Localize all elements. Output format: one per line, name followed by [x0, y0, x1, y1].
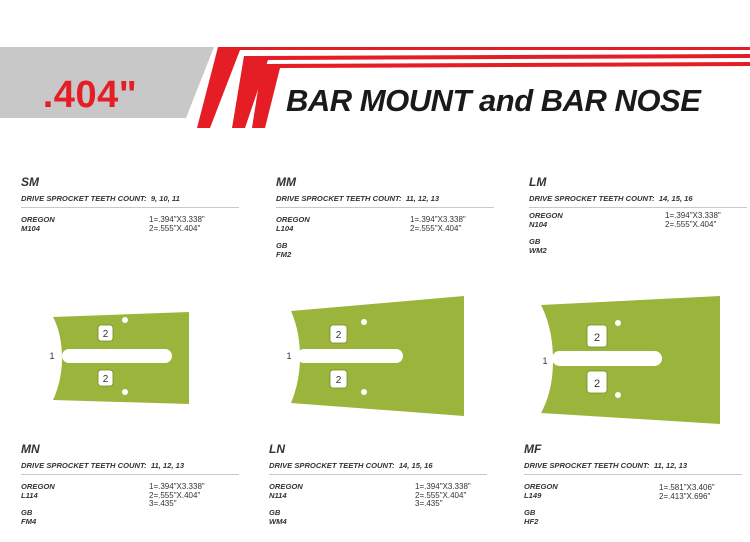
spec-block-ln: [269, 442, 487, 526]
model-number: L104: [276, 224, 294, 233]
sprocket-count: DRIVE SPROCKET TEETH COUNT: 11, 12, 13: [21, 461, 239, 475]
bar-hole-label: 2: [593, 378, 601, 390]
bar-drawing-mm: [286, 296, 464, 416]
bar-drawing-sm: [49, 312, 189, 404]
chain-pitch-label: .404": [42, 74, 138, 116]
sprocket-count: DRIVE SPROCKET TEETH COUNT: 9, 10, 11: [21, 194, 239, 208]
brand-name: OREGON: [524, 482, 558, 491]
spec-block-mf: [524, 442, 742, 526]
page-title: BAR MOUNT and BAR NOSE: [286, 83, 701, 118]
brand-name: GB: [529, 237, 541, 246]
model-number: HF2: [524, 517, 539, 526]
mount-specs: 1=.394"X3.338" 2=.555"X.404" 3=.435": [415, 482, 471, 508]
model-number: FM4: [21, 517, 37, 526]
brand-name: OREGON: [529, 211, 563, 220]
bar-hole-label: 2: [102, 329, 109, 340]
model-number: N114: [269, 491, 287, 500]
brand-name: GB: [276, 241, 288, 250]
brand-name: OREGON: [21, 482, 55, 491]
model-number: FM2: [276, 250, 292, 259]
model-number: L114: [21, 491, 38, 500]
mount-code: LN: [269, 442, 285, 456]
bar-slot-label: 1: [286, 351, 292, 361]
bar-slot-label: 1: [542, 356, 548, 366]
bar-hole-label: 2: [335, 330, 342, 341]
bar-hole-label: 2: [102, 374, 109, 385]
model-number: WM2: [529, 246, 547, 255]
brand-name: GB: [524, 508, 536, 517]
spec-block-mn: [21, 442, 239, 526]
brand-name: OREGON: [21, 215, 55, 224]
bar-drawing-lm: [541, 296, 720, 424]
model-number: L149: [524, 491, 542, 500]
mount-specs: 1=.394"X3.338" 2=.555"X.404": [149, 215, 205, 233]
model-number: WM4: [269, 517, 287, 526]
brand-name: OREGON: [276, 215, 310, 224]
mount-code: MN: [21, 442, 40, 456]
model-number: M104: [21, 224, 40, 233]
sprocket-count: DRIVE SPROCKET TEETH COUNT: 14, 15, 16: [269, 461, 487, 475]
sprocket-count: DRIVE SPROCKET TEETH COUNT: 11, 12, 13: [524, 461, 742, 475]
sprocket-count: DRIVE SPROCKET TEETH COUNT: 11, 12, 13: [276, 194, 494, 208]
brand-name: GB: [269, 508, 281, 517]
mount-specs: 1=.581"X3.406" 2=.413"X.696": [659, 483, 715, 501]
brand-name: GB: [21, 508, 33, 517]
mount-specs: 1=.394"X3.338" 2=.555"X.404" 3=.435": [149, 482, 205, 508]
bar-hole-label: 2: [335, 375, 342, 386]
brand-name: OREGON: [269, 482, 303, 491]
mount-code: SM: [21, 175, 39, 189]
mount-code: MF: [524, 442, 542, 456]
mount-code: MM: [276, 175, 296, 189]
mount-code: LM: [529, 175, 547, 189]
mount-specs: 1=.394"X3.338" 2=.555"X.404": [410, 215, 466, 233]
bar-slot-label: 1: [49, 351, 55, 361]
mount-specs: 1=.394"X3.338" 2=.555"X.404": [665, 211, 721, 229]
model-number: N104: [529, 220, 548, 229]
spec-block-lm: [529, 175, 747, 255]
spec-block-mm: [276, 175, 494, 259]
spec-block-sm: [21, 175, 239, 233]
bar-hole-label: 2: [593, 332, 601, 344]
sprocket-count: DRIVE SPROCKET TEETH COUNT: 14, 15, 16: [529, 194, 747, 208]
